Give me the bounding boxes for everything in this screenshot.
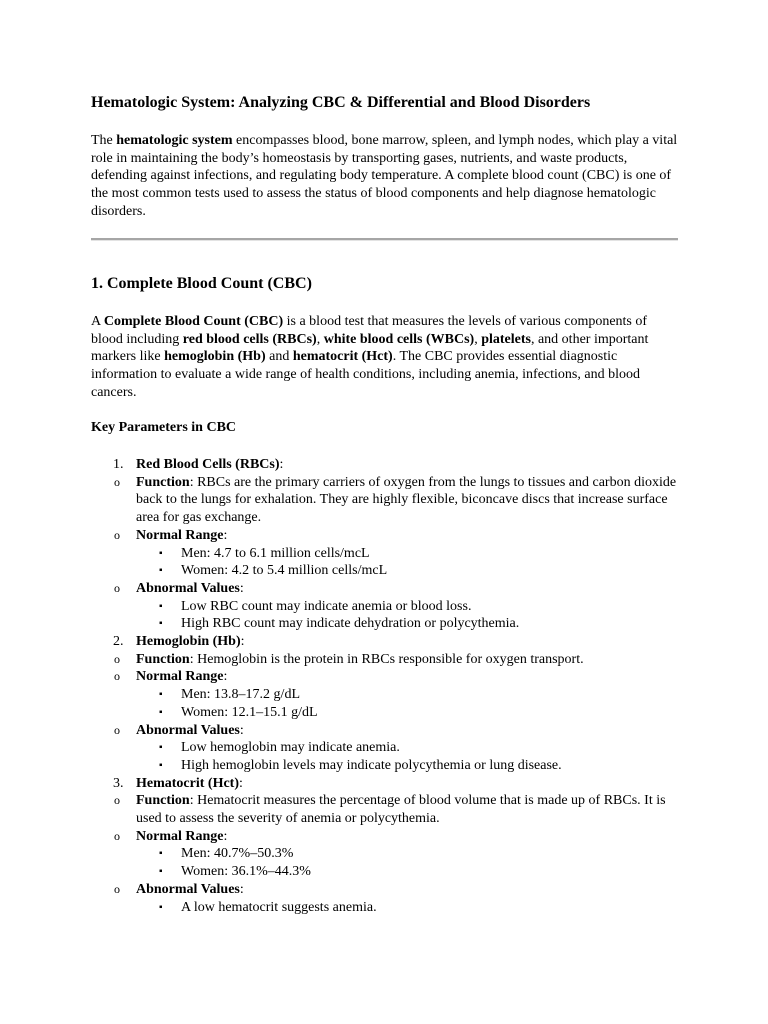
circle-bullet-icon: o [114, 828, 120, 843]
sub-item-function [91, 651, 681, 669]
horizontal-rule [91, 238, 678, 241]
square-bullet-icon: ▪ [159, 866, 163, 878]
function-label: Function [136, 474, 190, 490]
cbc-intro-text: A [91, 314, 104, 329]
cbc-term: Complete Blood Count (CBC) [103, 314, 284, 329]
circle-bullet-icon: o [114, 527, 120, 542]
square-bullet-icon: ▪ [159, 565, 163, 577]
abnormal-values-label: Abnormal Values [136, 580, 240, 596]
list-number: 2. [113, 634, 124, 650]
parameter-name: Hematocrit (Hct) [136, 775, 239, 791]
parameter-name: Red Blood Cells (RBCs) [136, 457, 280, 472]
abnormal-value: ▪ High hemoglobin levels may indicate polycythemia or lung disease. [159, 757, 562, 773]
square-bullet-icon: ▪ [159, 706, 163, 718]
square-bullet-icon: ▪ [159, 759, 163, 771]
square-bullet-icon: ▪ [159, 901, 163, 913]
intro-text: The [91, 133, 117, 148]
range-value: ▪ Men: 13.8–17.2 g/dL [159, 687, 300, 703]
cbc-term: red blood cells (RBCs) [182, 331, 317, 347]
intro-paragraph [91, 132, 681, 221]
abnormal-value: ▪ Low hemoglobin may indicate anemia. [159, 740, 400, 756]
intro-text: encompasses blood, bone marrow, spleen, and lymph nodes, which play a vital role in maintaining the body’s homeostasis by transporting gases, nutrients, and waste products, defending against infections, and regulating body temperature. A complete blood count (CBC) is one of the most common tests used to assess the status of blood components and help diagnose hematologic disorders. [91, 133, 678, 219]
intro-term-hematologic-system: hematologic system [116, 133, 233, 148]
function-text: : Hematocrit measures the percentage of blood volume that is made up of RBCs. It is used to assess the severity of anemia or polycythemia. [136, 793, 666, 827]
function-text: : Hemoglobin is the protein in RBCs responsible for oxygen transport. [189, 651, 584, 667]
cbc-term: hematocrit (Hct) [292, 349, 393, 365]
cbc-intro-text: is a blood test that measures the levels of various components of blood including [91, 314, 648, 347]
circle-bullet-icon: o [114, 474, 120, 489]
sub-item-function [91, 474, 681, 527]
document-title: Hematologic System: Analyzing CBC & Differential and Blood Disorders [91, 94, 591, 111]
cbc-intro-text: . The CBC provides essential diagnostic information to evaluate a wide range of health conditions, including anemia, infections, and blood cancers. [91, 349, 640, 400]
square-bullet-icon: ▪ [159, 742, 163, 754]
circle-bullet-icon: o [114, 651, 120, 666]
section-heading-cbc: 1. Complete Blood Count (CBC) [91, 275, 312, 292]
cbc-term: platelets [481, 331, 531, 347]
cbc-intro-text: , and other important markers like [91, 331, 649, 365]
function-text: : RBCs are the primary carriers of oxygen from the lungs to tissues and carbon dioxide back to the lungs for exhalation. They are highly flexible, biconcave discs that increase surface area for gas exchange. [136, 474, 677, 526]
function-label: Function [136, 651, 190, 667]
range-value: ▪ Women: 4.2 to 5.4 million cells/mcL [159, 563, 388, 579]
range-value: ▪ Women: 36.1%–44.3% [159, 864, 311, 880]
cbc-intro-paragraph [91, 313, 681, 402]
list-number: 3. [113, 775, 124, 791]
abnormal-values-label: Abnormal Values [136, 881, 240, 897]
square-bullet-icon: ▪ [159, 689, 163, 701]
normal-range-label: Normal Range [136, 527, 224, 543]
sub-item-normal-range: o Normal Range: ▪ Men: 40.7%–50.3% ▪ Women: 36.1%–44.3% [91, 828, 681, 881]
range-value: ▪ Men: 4.7 to 6.1 million cells/mcL [159, 545, 370, 561]
square-bullet-icon: ▪ [159, 618, 163, 630]
sub-item-abnormal-values: o Abnormal Values: ▪ Low RBC count may indicate anemia or blood loss. ▪ High RBC count may indicate dehydration or polycythemia. [91, 580, 681, 633]
cbc-term: hemoglobin (Hb) [164, 349, 266, 365]
abnormal-value: ▪ A low hematocrit suggests anemia. [159, 899, 377, 915]
circle-bullet-icon: o [114, 793, 120, 808]
parameter-name: Hemoglobin (Hb) [136, 634, 241, 650]
sub-item-normal-range: o Normal Range: ▪ Men: 13.8–17.2 g/dL ▪ Women: 12.1–15.1 g/dL [91, 668, 681, 721]
normal-range-label: Normal Range [136, 669, 224, 685]
square-bullet-icon: ▪ [159, 547, 163, 559]
abnormal-value: ▪ High RBC count may indicate dehydration or polycythemia. [159, 616, 520, 632]
circle-bullet-icon: o [114, 881, 120, 896]
abnormal-value: ▪ Low RBC count may indicate anemia or blood loss. [159, 598, 472, 614]
key-parameters-heading: Key Parameters in CBC [91, 420, 237, 435]
sub-item-abnormal-values: o Abnormal Values: ▪ Low hemoglobin may indicate anemia. ▪ High hemoglobin levels may indicate polycythemia or lung disease. [91, 722, 681, 775]
cbc-intro-text: and [265, 349, 293, 365]
circle-bullet-icon: o [114, 722, 120, 737]
parameter-item: 3. Hematocrit (Hct): [113, 775, 243, 791]
circle-bullet-icon: o [114, 580, 120, 595]
square-bullet-icon: ▪ [159, 600, 163, 612]
range-value: ▪ Men: 40.7%–50.3% [159, 846, 294, 862]
cbc-term: white blood cells (WBCs) [323, 331, 475, 347]
parameter-item: 2. Hemoglobin (Hb): [113, 634, 245, 650]
normal-range-label: Normal Range [136, 828, 224, 844]
parameter-item: 1. Red Blood Cells (RBCs): [113, 457, 284, 472]
square-bullet-icon: ▪ [159, 848, 163, 860]
sub-item-normal-range: o Normal Range: ▪ Men: 4.7 to 6.1 million cells/mcL ▪ Women: 4.2 to 5.4 million cells/mcL [91, 527, 681, 580]
sub-item-function [91, 792, 681, 827]
cbc-intro-text: , [316, 331, 324, 347]
sub-item-abnormal-values: o Abnormal Values: ▪ A low hematocrit suggests anemia. [91, 881, 681, 916]
abnormal-values-label: Abnormal Values [136, 722, 240, 738]
key-parameters-list [91, 456, 681, 916]
function-label: Function [136, 793, 190, 809]
range-value: ▪ Women: 12.1–15.1 g/dL [159, 704, 318, 720]
cbc-intro-text: , [474, 331, 482, 347]
list-number: 1. [113, 457, 124, 472]
circle-bullet-icon: o [114, 669, 120, 684]
